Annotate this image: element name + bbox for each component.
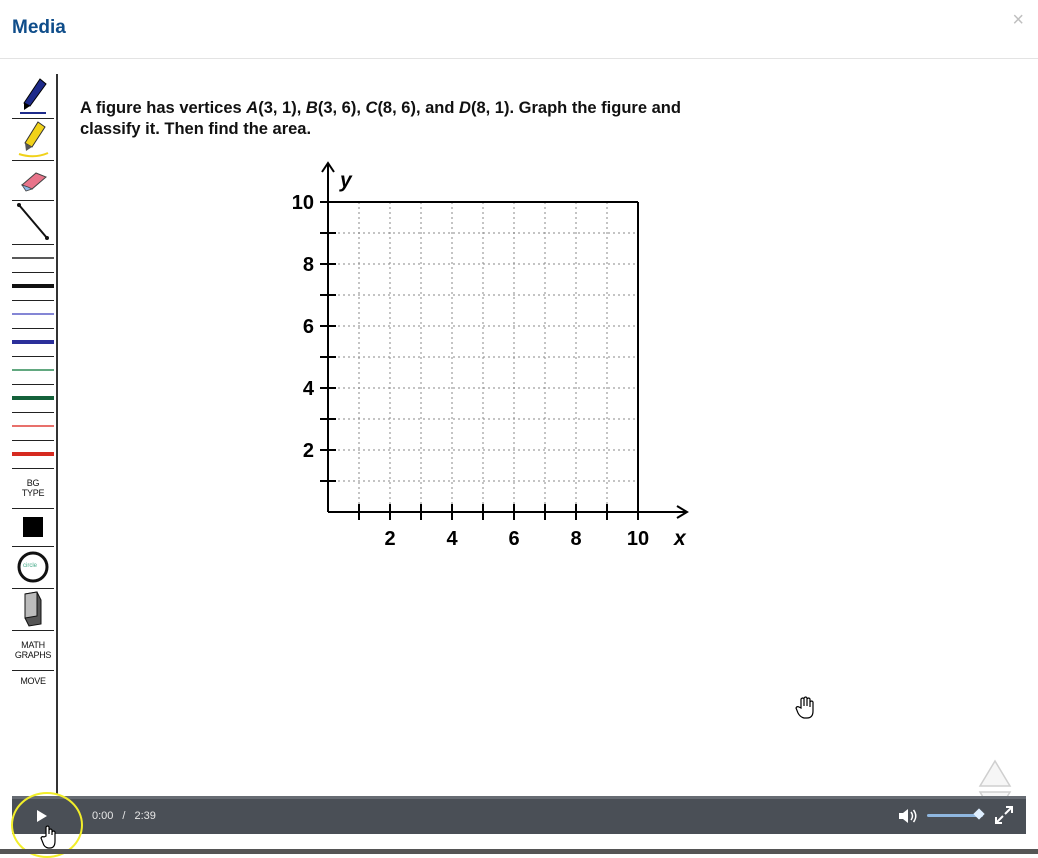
thin-red-line-tool[interactable] <box>12 412 54 441</box>
thick-blue-line-tool[interactable] <box>12 328 54 357</box>
thin-blue-line-tool[interactable] <box>12 300 54 329</box>
move-label: MOVE <box>20 676 46 686</box>
thin-red-line-icon <box>12 423 54 429</box>
thick-red-line-tool[interactable] <box>12 440 54 469</box>
time-display <box>92 810 156 822</box>
x-tick-label: 2 <box>384 528 396 550</box>
thick-black-line-tool[interactable] <box>12 272 54 301</box>
bg-type-button[interactable] <box>12 468 54 509</box>
move-button[interactable] <box>12 670 54 692</box>
media-header <box>0 0 1038 59</box>
question-line-2: classify it. Then find the area. <box>80 120 312 138</box>
thick-black-line-icon <box>12 283 54 289</box>
thin-black-line-tool[interactable] <box>12 244 54 273</box>
shape-3d-tool[interactable] <box>12 588 54 631</box>
black-square-icon <box>23 517 43 537</box>
whiteboard-stage <box>0 59 1038 854</box>
fill-square-tool[interactable] <box>12 508 54 547</box>
highlighter-tool[interactable] <box>12 118 54 161</box>
hand-cursor-icon <box>793 695 819 721</box>
time-separator: / <box>122 810 126 822</box>
current-time: 0:00 <box>92 810 114 822</box>
y-axis-label: y <box>340 169 352 192</box>
thick-green-line-tool[interactable] <box>12 384 54 413</box>
coordinate-grid[interactable] <box>270 159 700 559</box>
video-control-bar <box>12 796 1026 834</box>
fullscreen-icon[interactable] <box>994 805 1014 825</box>
eraser-tool[interactable] <box>12 160 54 201</box>
x-tick-label: 8 <box>570 528 582 550</box>
math-graphs-button[interactable] <box>12 630 54 671</box>
pen-icon <box>16 76 50 116</box>
bottom-border <box>0 849 1038 854</box>
duration: 2:39 <box>134 810 156 822</box>
thick-green-line-icon <box>12 395 54 401</box>
media-title: Media <box>12 17 66 38</box>
highlighter-icon <box>16 119 50 159</box>
tick-labels <box>292 192 649 550</box>
eraser-icon <box>16 165 50 195</box>
volume-knob[interactable] <box>973 808 984 819</box>
y-tick-label: 8 <box>302 254 314 276</box>
question-text <box>80 98 760 140</box>
circle-label: circle <box>23 563 38 569</box>
graphs-label: GRAPHS <box>14 650 52 660</box>
y-tick-label: 4 <box>302 378 314 400</box>
axis-ticks <box>320 202 638 520</box>
question-line-1: A figure has vertices A(3, 1), B(3, 6), C(8, 6), and D(8, 1). Graph the figure and <box>80 99 681 117</box>
thick-blue-line-icon <box>12 339 54 345</box>
x-tick-label: 6 <box>508 528 520 550</box>
pointer-hand-icon <box>40 824 60 850</box>
thin-blue-line-icon <box>12 311 54 317</box>
type-label: TYPE <box>21 488 45 498</box>
x-axis-label: x <box>674 527 686 550</box>
thin-black-line-icon <box>12 255 54 261</box>
block-shape-icon <box>21 590 45 628</box>
thin-green-line-tool[interactable] <box>12 356 54 385</box>
line-tool[interactable] <box>12 200 54 245</box>
volume-icon[interactable] <box>897 807 919 825</box>
y-tick-label: 6 <box>302 316 314 338</box>
pen-tool[interactable] <box>12 74 54 119</box>
drawing-toolbar <box>12 74 58 794</box>
line-icon <box>16 202 50 242</box>
grid-lines <box>328 202 638 512</box>
x-tick-label: 10 <box>626 528 650 550</box>
x-tick-label: 4 <box>446 528 458 550</box>
thick-red-line-icon <box>12 451 54 457</box>
y-tick-label: 10 <box>291 192 314 214</box>
close-icon[interactable]: × <box>1012 9 1024 31</box>
bg-label: BG <box>26 478 40 488</box>
y-tick-label: 2 <box>302 440 314 462</box>
math-label: MATH <box>21 640 45 650</box>
progress-track[interactable] <box>12 796 1026 799</box>
circle-tool[interactable] <box>12 546 54 589</box>
thin-green-line-icon <box>12 367 54 373</box>
